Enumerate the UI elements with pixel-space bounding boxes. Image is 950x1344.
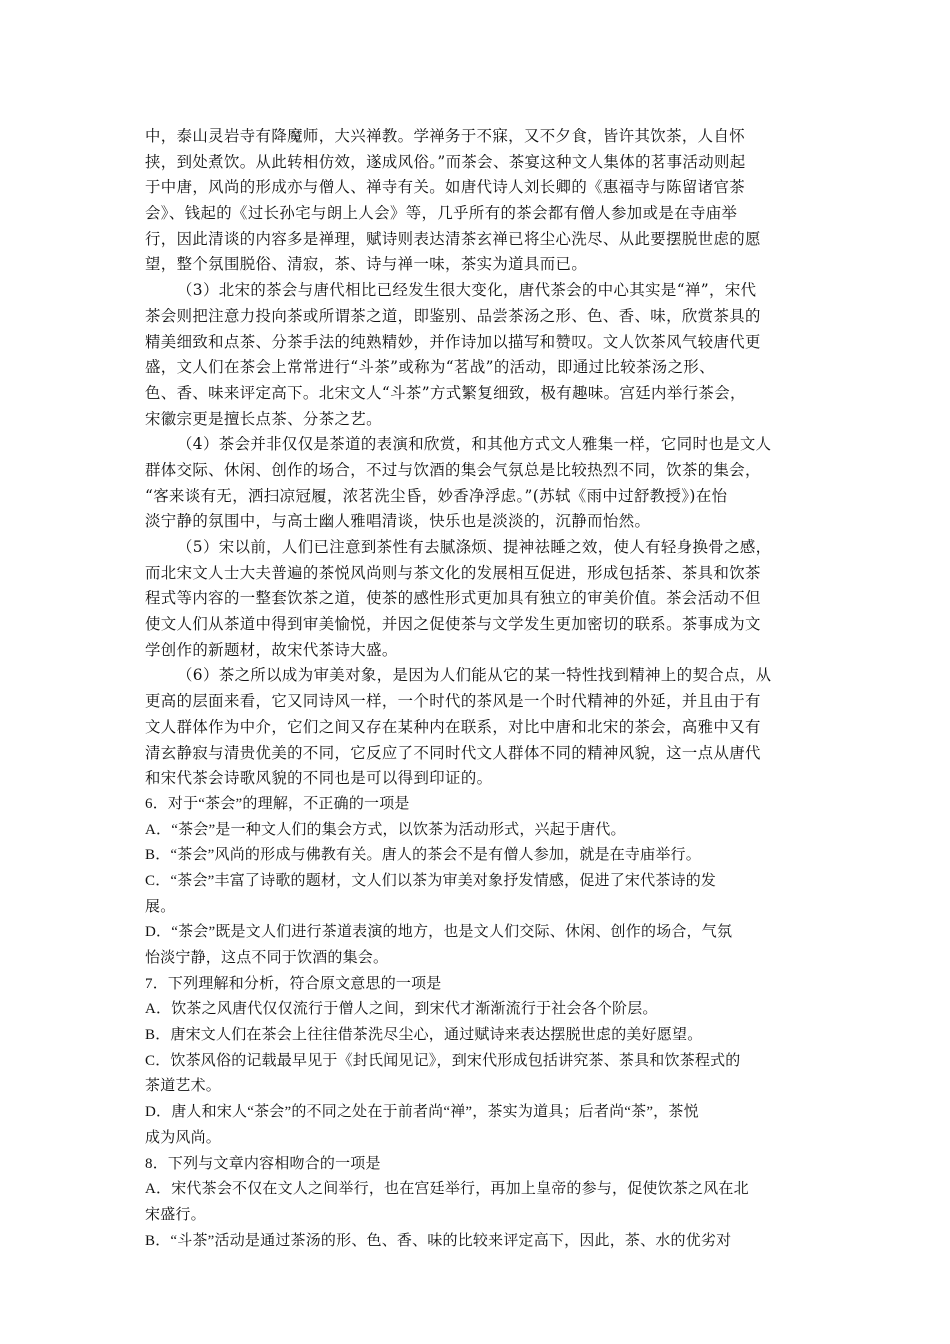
question-line: A．宋代茶会不仅在文人之间举行，也在宫廷举行，再加上皇帝的参与，促使饮茶之风在北 xyxy=(145,1181,749,1198)
question-line: A．“茶会”是一种文人们的集会方式，以饮茶为活动形式，兴起于唐代。 xyxy=(145,821,626,838)
question-line: D．“茶会”既是文人们进行茶道表演的地方，也是文人们交际、休闲、创作的场合，气氛 xyxy=(145,924,733,941)
question-line: A．饮茶之风唐代仅仅流行于僧人之间，到宋代才渐渐流行于社会各个阶层。 xyxy=(145,1001,658,1018)
text-line: 文人群体作为中介，它们之间又存在某种内在联系，对比中唐和北宋的茶会，高雅中又有 xyxy=(145,717,761,736)
text-line: 盛，文人们在茶会上常常进行“斗茶”或称为“茗战”的活动，即通过比较茶汤之形、 xyxy=(145,358,715,377)
text-line: 群体交际、休闲、创作的场合，不过与饮酒的集会气氛总是比较热烈不同，饮茶的集会， xyxy=(145,460,761,479)
text-line: 宋徽宗更是擅长点茶、分茶之艺。 xyxy=(145,409,382,428)
text-line: （4）茶会并非仅仅是茶道的表演和欣赏，和其他方式文人雅集一样，它同时也是文人 xyxy=(177,435,772,454)
text-line: 精美细致和点茶、分茶手法的纯熟精妙，并作诗加以描写和赞叹。文人饮茶风气较唐代更 xyxy=(145,332,761,351)
text-line: （6）茶之所以成为审美对象，是因为人们能从它的某一特性找到精神上的契合点，从 xyxy=(177,666,772,685)
question-line: 成为风尚。 xyxy=(145,1129,222,1146)
text-line: 程式等内容的一整套饮茶之道，使茶的感性形式更加具有独立的审美价值。茶会活动不但 xyxy=(145,589,761,608)
question-line: 8．下列与文章内容相吻合的一项是 xyxy=(145,1155,381,1172)
question-line: 茶道艺术。 xyxy=(145,1078,222,1095)
document-page xyxy=(145,124,809,1254)
text-line: 茶会则把注意力投向茶或所谓茶之道，即鉴别、品尝茶汤之形、色、香、味，欣赏茶具的 xyxy=(145,306,761,325)
text-line: 望，整个氛围脱俗、清寂，茶、诗与禅一味，茶实为道具而已。 xyxy=(145,255,588,274)
text-line: 和宋代茶会诗歌风貌的不同也是可以得到印证的。 xyxy=(145,769,493,788)
question-line: 宋盛行。 xyxy=(145,1206,206,1223)
text-line: （5）宋以前，人们已注意到茶性有去腻涤烦、提神祛睡之效，使人有轻身换骨之感， xyxy=(177,538,772,556)
text-line: 中，泰山灵岩寺有降魔师，大兴禅教。学禅务于不寐，又不夕食，皆许其饮茶，人自怀 xyxy=(145,127,746,145)
question-line: 6．对于“茶会”的理解，不正确的一项是 xyxy=(145,795,410,812)
question-line: 怡淡宁静，这点不同于饮酒的集会。 xyxy=(145,950,389,966)
text-line: “客来谈有无，洒扫凉冠履，浓茗洗尘昏，妙香净浮虑。”(苏轼《雨中过舒教授》)在怡 xyxy=(145,486,728,505)
text-line: 色、香、味来评定高下。北宋文人“斗茶”方式繁复细致，极有趣味。宫廷内举行茶会， xyxy=(145,383,746,402)
question-line: 展。 xyxy=(145,898,176,915)
question-line: C．饮茶风俗的记载最早见于《封氏闻见记》，到宋代形成包括讲究茶、茶具和饮茶程式的 xyxy=(145,1052,741,1069)
text-line: 清玄静寂与清贵优美的不同，它反应了不同时代文人群体不同的精神风貌，这一点从唐代 xyxy=(145,743,761,762)
question-line: B．唐宋文人们在茶会上往往借茶洗尽尘心，通过赋诗来表达摆脱世虑的美好愿望。 xyxy=(145,1027,703,1044)
question-line: B．“斗茶”活动是通过茶汤的形、色、香、味的比较来评定高下，因此，茶、水的优劣对 xyxy=(145,1232,732,1249)
question-line: C．“茶会”丰富了诗歌的题材，文人们以茶为审美对象抒发情感，促进了宋代茶诗的发 xyxy=(145,872,717,889)
question-line: B．“茶会”风尚的形成与佛教有关。唐人的茶会不是有僧人参加，就是在寺庙举行。 xyxy=(145,847,701,864)
text-line: 更高的层面来看，它又同诗风一样，一个时代的茶风是一个时代精神的外延，并且由于有 xyxy=(145,692,761,711)
question-line: 7．下列理解和分析，符合原文意思的一项是 xyxy=(145,975,442,992)
text-line: （3）北宋的茶会与唐代相比已经发生很大变化，唐代茶会的中心其实是“禅”，宋代 xyxy=(177,281,757,300)
text-line: 淡宁静的氛围中，与高士幽人雅唱清谈，快乐也是淡淡的，沉静而怡然。 xyxy=(145,512,651,531)
text-line: 使文人们从茶道中得到审美愉悦，并因之促使茶与文学发生更加密切的联系。茶事成为文 xyxy=(145,615,761,634)
text-line: 挟，到处煮饮。从此转相仿效，遂成风俗。”而茶会、茶宴这种文人集体的茗事活动则起 xyxy=(145,152,746,171)
text-line: 而北宋文人士大夫普遍的茶悦风尚则与茶文化的发展相互促进，形成包括茶、茶具和饮茶 xyxy=(145,563,761,582)
text-line: 于中唐，风尚的形成亦与僧人、禅寺有关。如唐代诗人刘长卿的《惠福寺与陈留诸官茶 xyxy=(145,178,746,197)
text-line: 学创作的新题材，故宋代茶诗大盛。 xyxy=(145,640,398,659)
text-line: 会》、钱起的《过长孙宅与朗上人会》等，几乎所有的茶会都有僧人参加或是在寺庙举 xyxy=(145,204,738,223)
text-line: 行，因此清谈的内容多是禅理，赋诗则表达清茶玄禅已将尘心洗尽、从此要摆脱世虑的愿 xyxy=(145,229,761,248)
question-line: D．唐人和宋人“茶会”的不同之处在于前者尚“禅”，茶实为道具；后者尚“茶”，茶悦 xyxy=(145,1104,699,1121)
